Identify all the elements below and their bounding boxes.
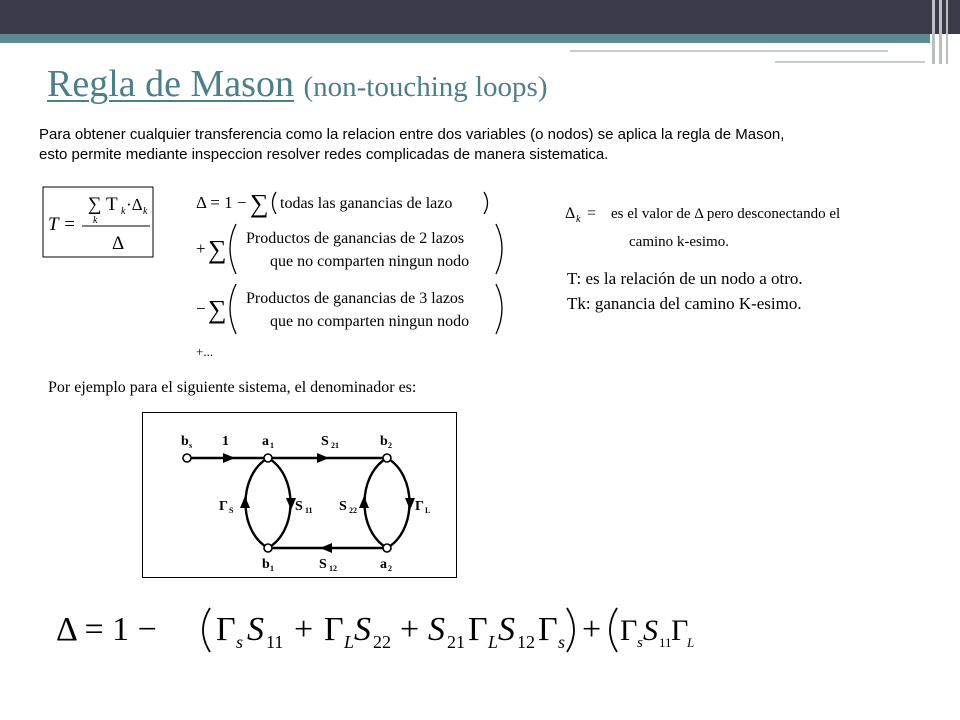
- dk-lhs: Δ: [565, 205, 576, 222]
- term1-s-sub: 11: [266, 632, 284, 652]
- label-b1-sub: 1: [270, 564, 274, 573]
- paren-right: [567, 608, 574, 652]
- node-bs: [183, 454, 191, 462]
- example-text: Por ejemplo para el siguiente sistema, el denominador es:: [48, 379, 417, 396]
- t-num-delta-sub: k: [143, 206, 148, 217]
- dk-text1: es el valor de Δ pero desconectando el: [611, 206, 841, 222]
- term4-s2-sub: 22: [704, 600, 705, 601]
- delta-prod3-b: que no comparten ningun nodo: [270, 313, 470, 330]
- label-a1: a: [262, 434, 269, 449]
- header-bar: [0, 0, 960, 34]
- t-num-delta: ·Δ: [126, 195, 143, 214]
- signal-flow-graph: [142, 412, 457, 578]
- term4-gamma-sub: s: [637, 635, 643, 651]
- label-b2-sub: 2: [388, 441, 392, 450]
- term4-s2: S: [704, 600, 705, 601]
- label-gamma-l: Γ: [415, 499, 424, 514]
- node-b2: [383, 454, 391, 462]
- delta-prod2-b: que no comparten ningun nodo: [270, 253, 470, 270]
- header-deco-line: [932, 0, 935, 64]
- term1-gamma-sub: s: [236, 632, 244, 652]
- label-gamma-s-sub: S: [229, 506, 234, 515]
- label-a2: a: [380, 557, 387, 572]
- term3-gamma2-sub: s: [558, 632, 566, 652]
- label-a1-sub: 1: [270, 441, 274, 450]
- delta-prod2-a: Productos de ganancias de 2 lazos: [246, 230, 465, 247]
- node-a2: [383, 544, 391, 552]
- arrow-icon: [405, 498, 415, 510]
- t-definition: T: es la relación de un nodo a otro.: [567, 269, 803, 288]
- header-deco-line: [570, 50, 888, 52]
- arrow-icon: [223, 453, 235, 463]
- plus1: +: [294, 611, 314, 648]
- mason-formula-t: [42, 186, 154, 258]
- sum-symbol: ∑: [208, 235, 227, 264]
- header-deco-line: [775, 61, 925, 63]
- label-s21-sub: 21: [331, 441, 339, 450]
- branch-s11: [268, 458, 291, 548]
- delta-lhs: Δ = 1 −: [196, 193, 247, 212]
- label-s12-sub: 12: [329, 564, 337, 573]
- arrow-icon: [317, 453, 329, 463]
- intro-paragraph: [39, 125, 899, 165]
- t-sum: ∑ T: [88, 194, 118, 215]
- branch-s22: [365, 458, 388, 548]
- dk-sub: k: [576, 214, 581, 225]
- label-s11-sub: 11: [305, 506, 313, 515]
- t-lhs: T =: [48, 214, 76, 235]
- term3-gamma-sub: L: [488, 632, 499, 652]
- branch-gamma-l: [387, 458, 410, 548]
- label-s12: S: [319, 557, 327, 572]
- term3-s2-sub: 12: [517, 632, 535, 652]
- label-a2-sub: 2: [388, 564, 392, 573]
- term4-gamma2-sub: L: [687, 635, 695, 650]
- term1-s: S: [247, 611, 264, 648]
- term1-gamma: Γ: [216, 611, 236, 648]
- term4-gamma2: Γ: [671, 614, 689, 647]
- arrow-icon: [359, 496, 369, 508]
- header-deco-line: [939, 0, 942, 64]
- label-b2: b: [380, 434, 388, 449]
- label-b1: b: [262, 557, 270, 572]
- delta-line1-text: todas las ganancias de lazo: [280, 195, 453, 212]
- branch-gamma-s: [246, 458, 269, 548]
- result-formula-tail: [704, 600, 705, 601]
- term2-s-sub: 22: [373, 632, 391, 652]
- intro-line: esto permite mediante inspeccion resolver redes complicadas de manera sistematica.: [39, 146, 609, 163]
- header-deco-line: [946, 0, 948, 64]
- arrow-icon: [240, 496, 250, 508]
- label-s22: S: [339, 499, 347, 514]
- title-main: Regla de Mason: [47, 63, 294, 105]
- result-lhs: Δ = 1 −: [56, 611, 157, 648]
- slide-title: [47, 62, 548, 106]
- label-s22-sub: 22: [349, 506, 357, 515]
- term3-gamma: Γ: [468, 611, 488, 648]
- term3-s2: S: [498, 611, 515, 648]
- t-den: Δ: [112, 233, 125, 254]
- plus3: +: [582, 611, 602, 648]
- node-a1: [264, 454, 272, 462]
- intro-line: Para obtener cualquier transferencia como la relacion entre dos variables (o nodos) se aplica la regla de Mason,: [39, 126, 785, 143]
- title-subtitle: (non-touching loops): [303, 71, 548, 103]
- paren-left: [610, 608, 617, 652]
- term4-s-sub: 11: [659, 635, 672, 650]
- paren-right: [496, 224, 502, 274]
- arrow-icon: [320, 543, 332, 553]
- header-accent-bar: [0, 34, 930, 43]
- signal-flow-graph-svg: [143, 413, 456, 577]
- label-one: 1: [222, 434, 229, 449]
- label-s21: S: [321, 434, 329, 449]
- delta-k-definition: [563, 198, 923, 256]
- delta-ellipsis: +...: [196, 344, 214, 359]
- label-gamma-l-sub: L: [425, 506, 431, 515]
- term4-gamma: Γ: [620, 614, 638, 647]
- label-bs: b: [181, 434, 189, 449]
- label-gamma-s: Γ: [219, 499, 228, 514]
- node-b1: [264, 544, 272, 552]
- paren-right: [484, 192, 488, 214]
- sum-symbol: ∑: [208, 295, 227, 324]
- delta-prod3-a: Productos de ganancias de 3 lazos: [246, 290, 465, 307]
- term3-s-sub: 21: [447, 632, 465, 652]
- t-under-sum: k: [93, 215, 98, 226]
- paren-left: [230, 224, 236, 274]
- paren-left: [230, 284, 236, 334]
- paren-left: [203, 608, 210, 652]
- tk-definition: Tk: ganancia del camino K-esimo.: [567, 294, 802, 313]
- term4-s: S: [643, 614, 658, 647]
- plus2: +: [400, 611, 420, 648]
- definitions: [567, 266, 803, 316]
- delta-formula: [192, 186, 512, 364]
- paren-left: [273, 192, 277, 214]
- term3-s: S: [428, 611, 445, 648]
- dk-text2: camino k-esimo.: [629, 234, 729, 250]
- term2-gamma-sub: L: [344, 632, 355, 652]
- term2-s: S: [354, 611, 371, 648]
- delta-minus: −: [196, 299, 206, 318]
- label-s11: S: [295, 499, 303, 514]
- paren-right: [496, 284, 502, 334]
- t-sum-sub: k: [121, 206, 126, 217]
- delta-plus: +: [196, 239, 206, 258]
- label-bs-sub: s: [189, 441, 193, 450]
- result-formula: [54, 600, 704, 660]
- term3-gamma2: Γ: [538, 611, 558, 648]
- term2-gamma: Γ: [324, 611, 344, 648]
- dk-eq: =: [587, 205, 597, 222]
- sum-symbol: ∑: [250, 189, 269, 218]
